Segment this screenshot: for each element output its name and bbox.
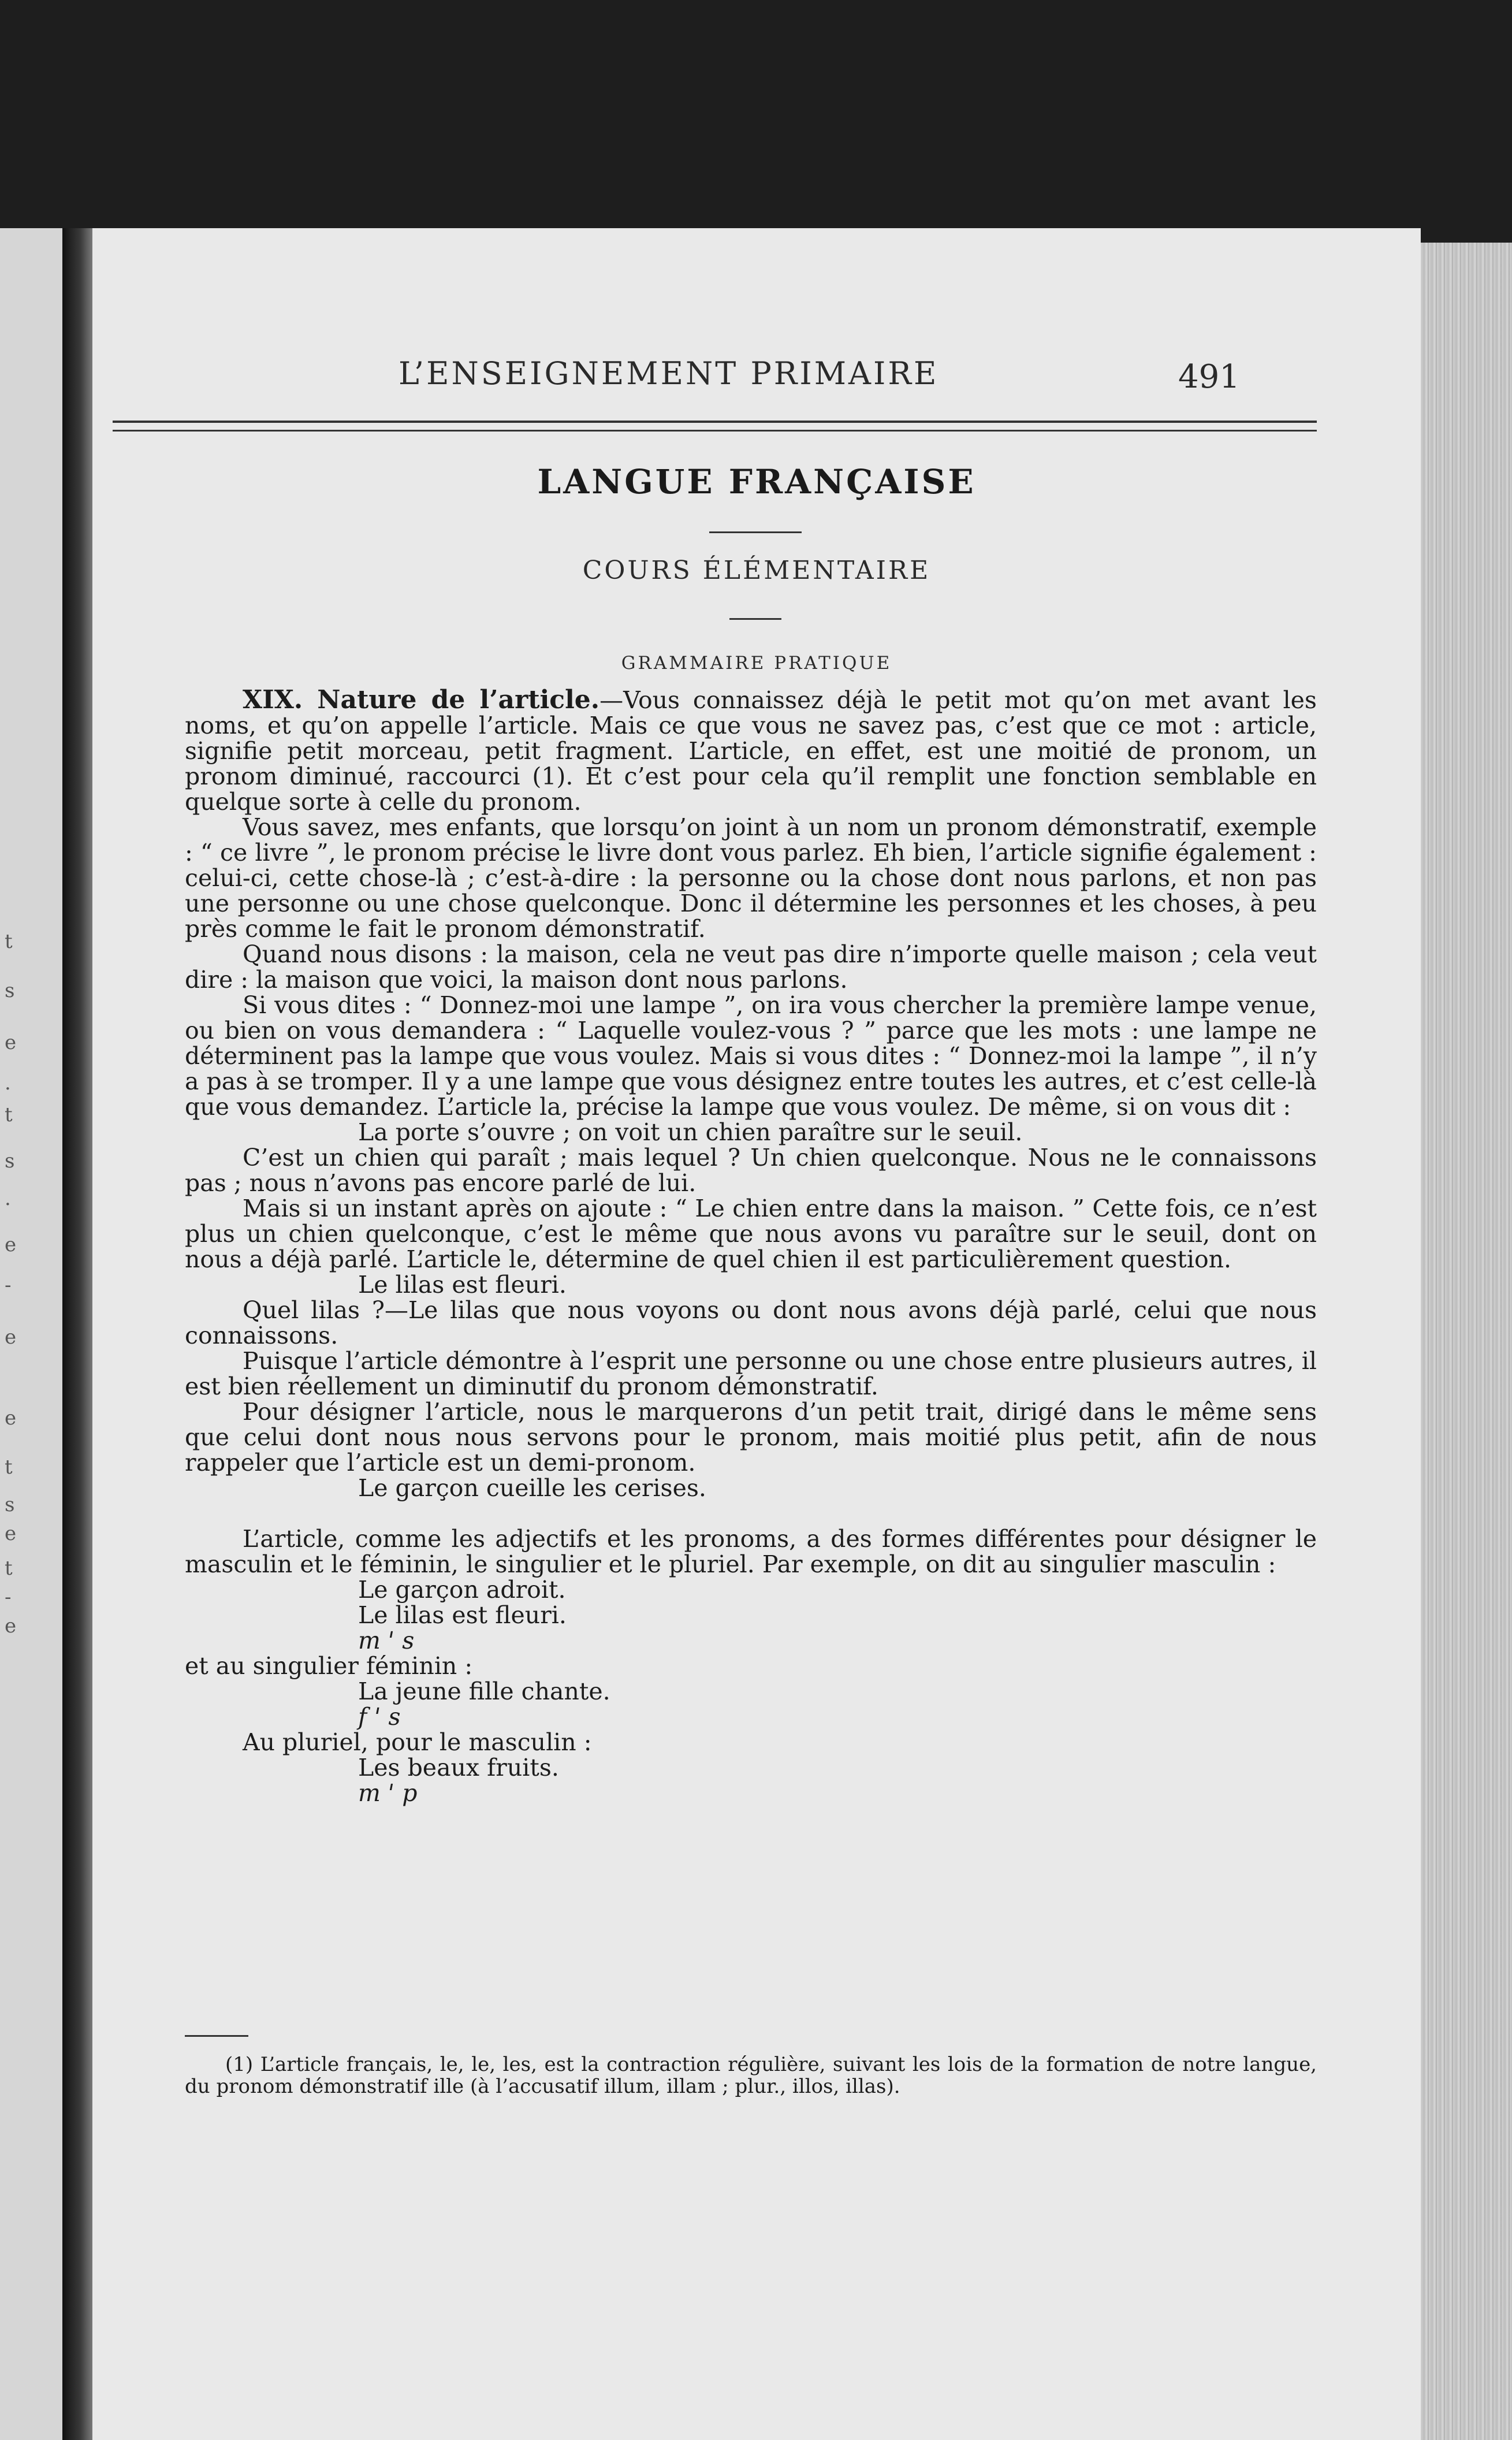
example-sentence: Le lilas est fleuri. [358, 1271, 567, 1299]
paragraph: Au pluriel, pour le masculin : [243, 1728, 592, 1756]
book-spine [62, 228, 92, 2440]
paragraph: Quand nous disons : la maison, cela ne veut pas dire n’importe quelle maison ; cela veut dire : la maison que voici, la maison dont nous parlons. [185, 940, 1317, 994]
edge-fragment: e [5, 1233, 17, 1256]
footnote-rule [185, 2035, 248, 2037]
subtitle: COURS ÉLÉMENTAIRE [582, 556, 931, 585]
page-edges [1421, 243, 1512, 2440]
footnote: (1) L’article français, le, le, les, est la contraction régulière, suivant les lois de la formation de notre langue, du pronom démonstratif ille (à l’accusatif illum, illam ; plur., illos, illas). [185, 2053, 1317, 2098]
gender-number-mark: m ꞌ s [358, 1627, 415, 1654]
paragraph [185, 687, 1317, 814]
paragraph: Si vous dites : “ Donnez-moi une lampe ”, on ira vous chercher la première lampe venue, ou bien on vous demandera : “ Laquelle voulez-vous ? ” parce que les mots : une lampe ne déterminent pas la lampe que vous voulez. Mais si vous dites : “ Donnez-moi la lampe ”, il n’y a pas à se tromper. Il y a une lampe que vous désignez entre toutes les autres, et c’est celle-là que vous demandez. L’article la, précise la lampe que vous voulez. De même, si on vous dit : [185, 991, 1317, 1121]
edge-fragment: s [5, 1150, 15, 1173]
paragraph: L’article, comme les adjectifs et les pronoms, a des formes différentes pour désigner le masculin et le féminin, le singulier et le pluriel. Par exemple, on dit au singulier masculin : [185, 1525, 1317, 1578]
paragraph: Mais si un instant après on ajoute : “ Le chien entre dans la maison. ” Cette fois, ce n’est plus un chien quelconque, c’est le même que nous avons vu paraître sur le seuil, dont on nous a déjà parlé. L’article le, détermine de quel chien il est particulièrement question. [185, 1195, 1317, 1273]
edge-fragment: s [5, 1493, 15, 1516]
edge-fragment: . [5, 1187, 11, 1210]
section-heading: GRAMMAIRE PRATIQUE [621, 653, 892, 674]
example-sentence: La jeune fille chante. [358, 1678, 610, 1705]
edge-fragment: - [5, 1274, 12, 1297]
edge-fragment: t [5, 1557, 13, 1580]
edge-fragment: e [5, 1031, 17, 1054]
edge-fragment: - [5, 1586, 12, 1609]
edge-fragment: e [5, 1522, 17, 1545]
edge-fragment: e [5, 1615, 17, 1638]
edge-fragment: e [5, 1326, 17, 1349]
example-sentence: Le garçon cueille les cerises. [358, 1474, 706, 1502]
example-marks [185, 1501, 1317, 1526]
paragraph: C’est un chien qui paraît ; mais lequel ? Un chien quelconque. Nous ne le connaissons pas ; nous n’avons pas encore parlé de lui. [185, 1144, 1317, 1197]
gender-number-mark: m ꞌ p [358, 1779, 418, 1807]
edge-fragment: e [5, 1407, 17, 1430]
paragraph: Vous savez, mes enfants, que lorsqu’on joint à un nom un pronom démonstratif, exemple : “ ce livre ”, le pronom précise le livre dont vous parlez. Eh bien, l’article signifie également : celui-ci, cette chose-là ; c’est-à-dire : la personne ou la chose dont nous parlons, et non pas une personne ou une chose quelconque. Donc il détermine les personnes et les choses, à peu près comme le fait le pronom démonstratif. [185, 813, 1317, 943]
example-sentence: Le lilas est fleuri. [358, 1601, 567, 1629]
title-divider [709, 531, 802, 533]
paragraph-text: —Vous connaissez déjà le petit mot qu’on met avant les noms, et qu’on appelle l’article. Mais ce que vous ne savez pas, c’est que ce mot : article, signifie petit morceau, petit fragment. L’article, en effet, est une moitié de pronom, un pronom diminué, raccourci (1). Et c’est pour cela qu’il remplit une fonction semblable en quelque sorte à celle du pronom. [185, 686, 1317, 816]
edge-fragment: t [5, 1456, 13, 1479]
header-rule [113, 421, 1317, 432]
paragraph: Pour désigner l’article, nous le marquerons d’un petit trait, dirigé dans le même sens que celui dont nous nous servons pour le pronom, mais moitié plus petit, afin de nous rappeler que l’article est un demi-pronom. [185, 1398, 1317, 1476]
paragraph: Puisque l’article démontre à l’esprit une personne ou une chose entre plusieurs autres, il est bien réellement un diminutif du pronom démonstratif. [185, 1347, 1317, 1400]
edge-fragment: t [5, 930, 13, 953]
paragraph: Quel lilas ?—Le lilas que nous voyons ou dont nous avons déjà parlé, celui que nous connaissons. [185, 1296, 1317, 1349]
example-sentence: La porte s’ouvre ; on voit un chien paraître sur le seuil. [358, 1118, 1023, 1146]
example-sentence: Le garçon adroit. [358, 1576, 566, 1604]
example-sentence: Les beaux fruits. [358, 1754, 559, 1781]
facing-page-edge [0, 228, 62, 2440]
paragraph: et au singulier féminin : [185, 1652, 473, 1680]
lesson-heading: XIX. Nature de l’article. [243, 685, 600, 715]
page-title: LANGUE FRANÇAISE [537, 462, 976, 501]
article-body [185, 687, 1317, 1806]
gender-number-mark: f ꞌ s [358, 1703, 401, 1731]
edge-fragment: . [5, 1072, 11, 1095]
edge-fragment: t [5, 1103, 13, 1126]
page-number: 491 [1178, 358, 1240, 396]
edge-fragment: s [5, 979, 15, 1002]
subtitle-divider [729, 618, 781, 620]
running-head: L’ENSEIGNEMENT PRIMAIRE [399, 355, 939, 392]
